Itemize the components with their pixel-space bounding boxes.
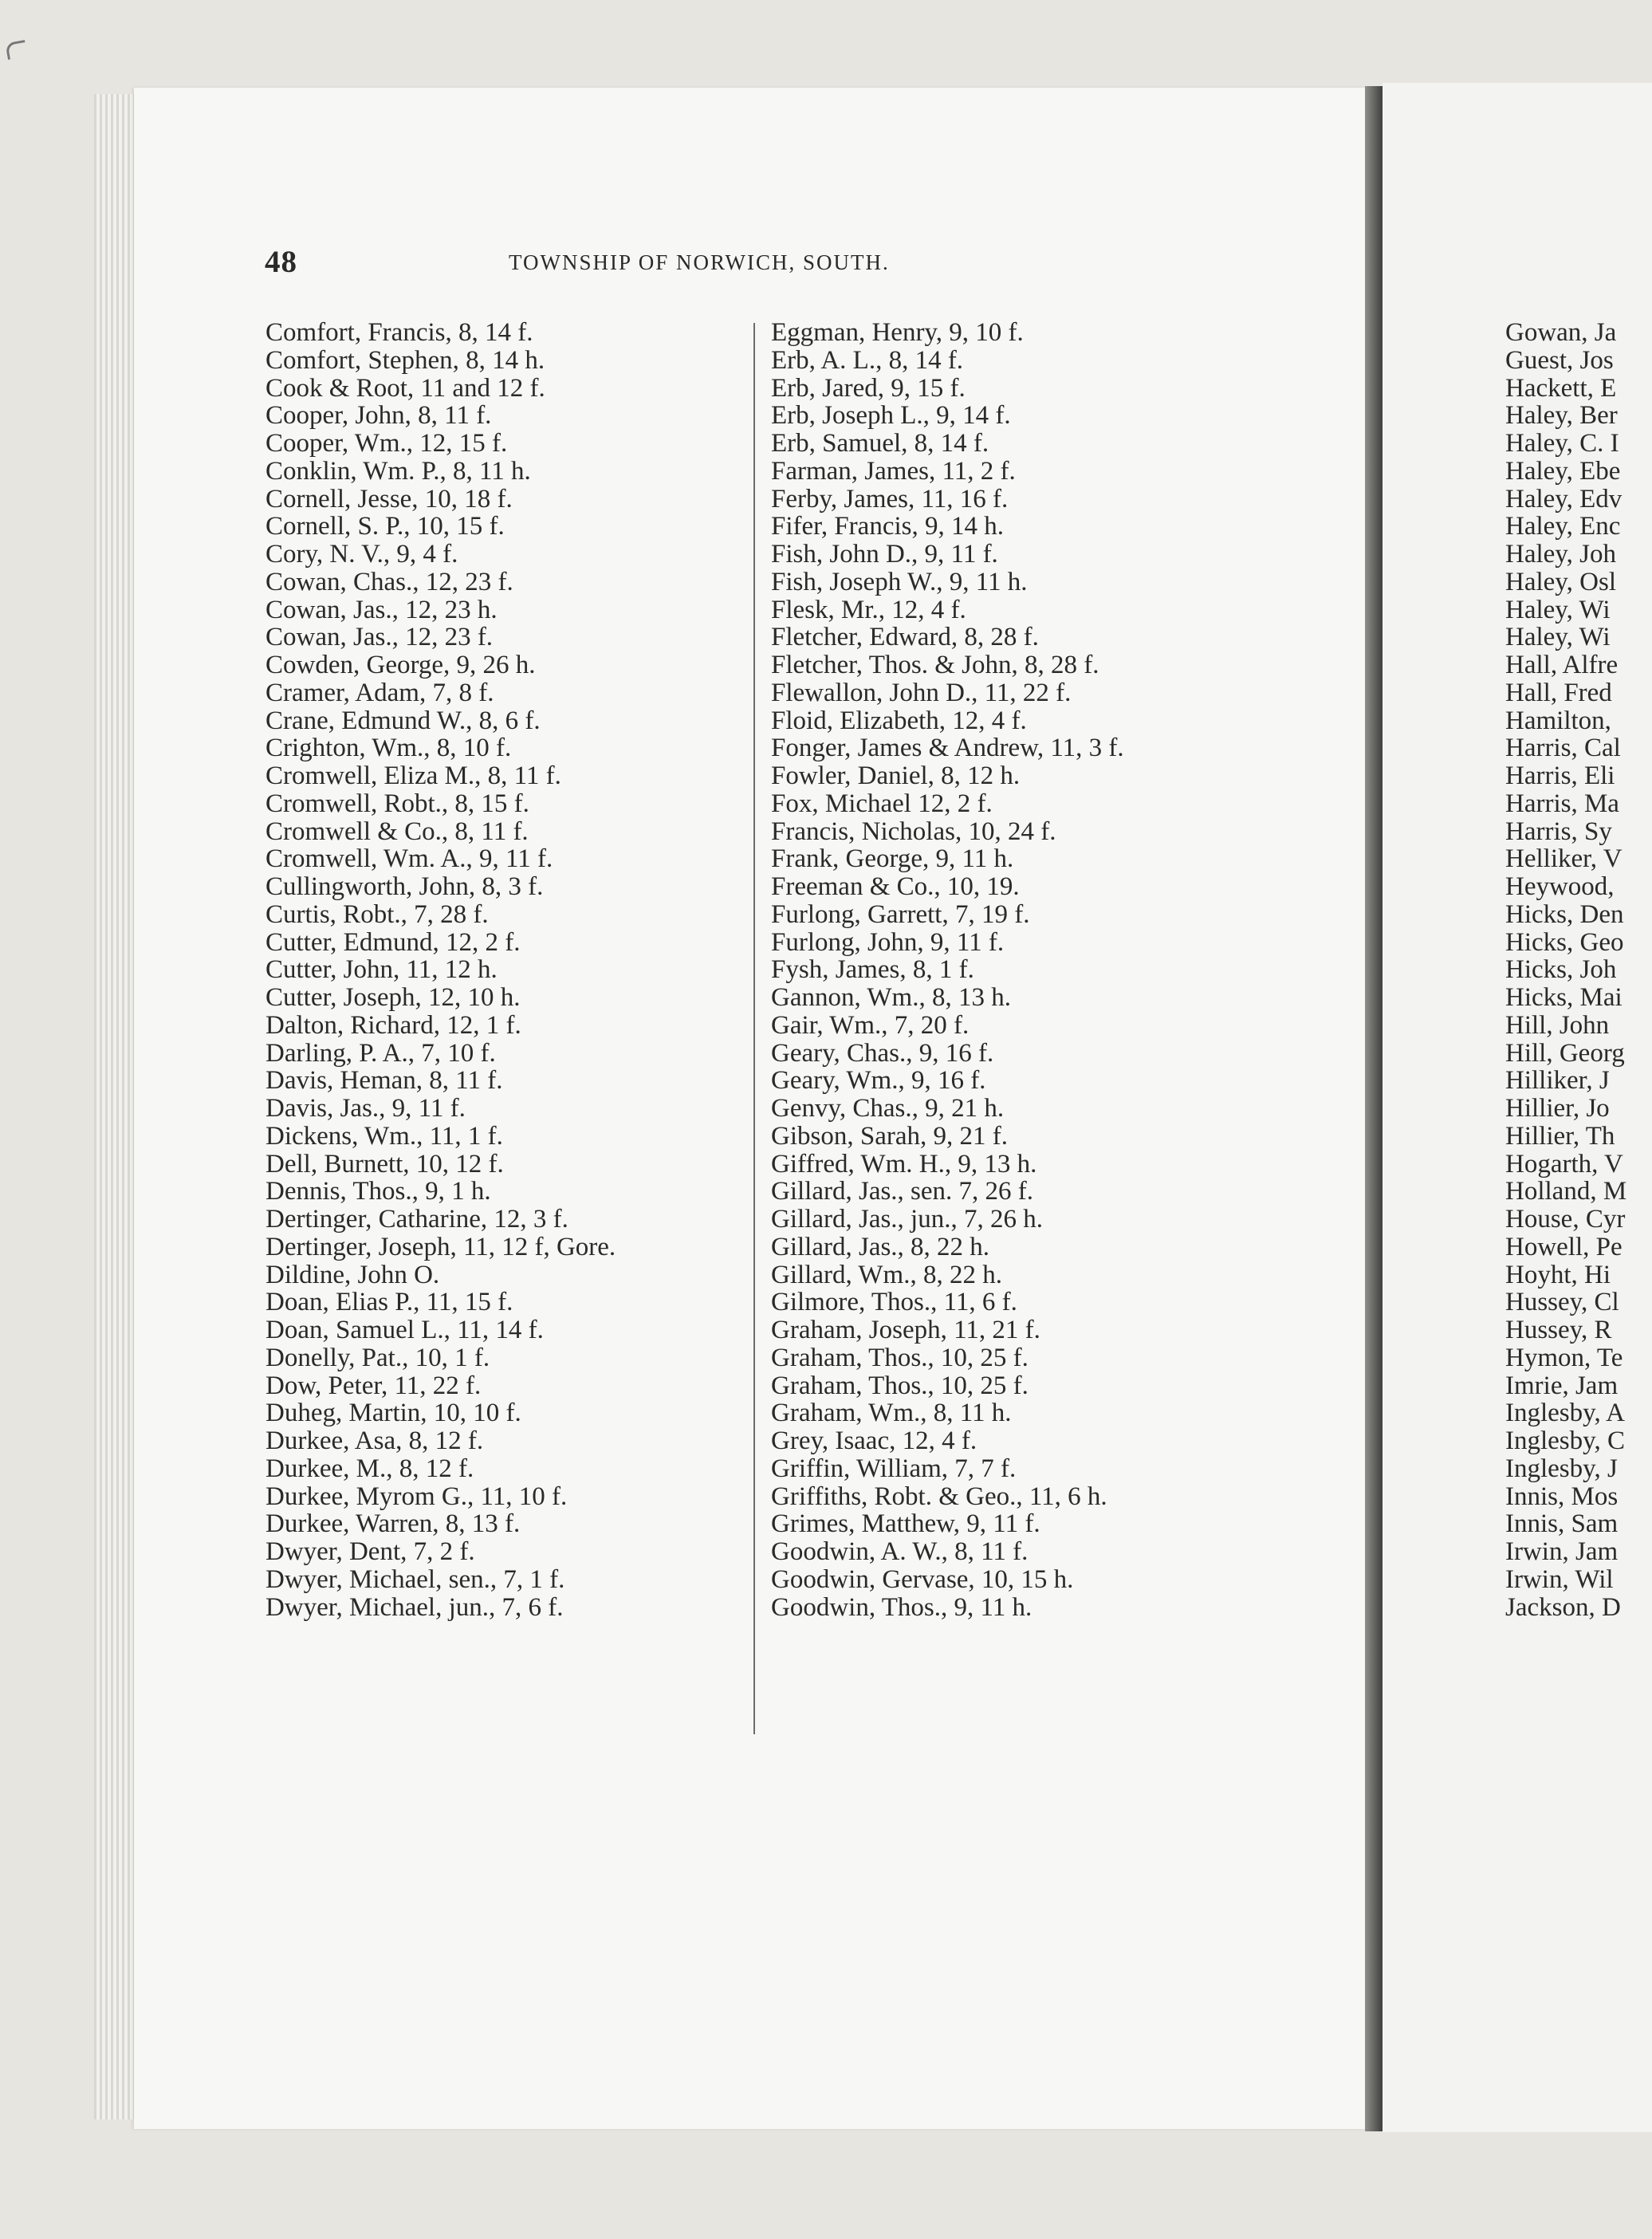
directory-entry: Gillard, Jas., 8, 22 h. xyxy=(771,1232,990,1261)
directory-entry: Furlong, John, 9, 11 f. xyxy=(771,927,1005,957)
directory-entry: Imrie, Jam xyxy=(1505,1371,1619,1400)
directory-entry: House, Cyr xyxy=(1505,1205,1626,1234)
directory-entry: Haley, Ebe xyxy=(1505,456,1621,486)
directory-entry: Harris, Cal xyxy=(1505,734,1621,763)
directory-entry: Hymon, Te xyxy=(1505,1343,1623,1372)
directory-entry: Fox, Michael 12, 2 f. xyxy=(771,789,993,818)
directory-entry: Inglesby, A xyxy=(1505,1399,1626,1428)
directory-entry: Cutter, Joseph, 12, 10 h. xyxy=(266,983,521,1012)
directory-entry: Cowden, George, 9, 26 h. xyxy=(266,651,536,679)
directory-entry: Fletcher, Edward, 8, 28 f. xyxy=(771,623,1039,652)
directory-entry: Fowler, Daniel, 8, 12 h. xyxy=(771,761,1021,790)
directory-entry: Cullingworth, John, 8, 3 f. xyxy=(266,872,544,901)
directory-entry: Floid, Elizabeth, 12, 4 f. xyxy=(771,706,1027,735)
directory-entry: Curtis, Robt., 7, 28 f. xyxy=(266,899,489,929)
directory-entry: Furlong, Garrett, 7, 19 f. xyxy=(771,899,1030,929)
directory-entry: Dickens, Wm., 11, 1 f. xyxy=(266,1121,503,1151)
directory-entry: Fonger, James & Andrew, 11, 3 f. xyxy=(771,734,1124,763)
directory-entry: Grey, Isaac, 12, 4 f. xyxy=(771,1426,977,1455)
directory-entry: Gilmore, Thos., 11, 6 f. xyxy=(771,1288,1017,1317)
directory-entry: Graham, Wm., 8, 11 h. xyxy=(771,1399,1012,1428)
directory-entry: Harris, Eli xyxy=(1505,761,1615,790)
directory-entry: Hicks, Joh xyxy=(1505,955,1617,985)
directory-entry: Fifer, Francis, 9, 14 h. xyxy=(771,512,1004,541)
directory-entry: Geary, Wm., 9, 16 f. xyxy=(771,1066,986,1096)
directory-entry: Flewallon, John D., 11, 22 f. xyxy=(771,678,1072,707)
directory-entry: Durkee, Warren, 8, 13 f. xyxy=(266,1509,521,1539)
directory-column-3 xyxy=(1505,319,1626,1621)
directory-entry: Cromwell, Robt., 8, 15 f. xyxy=(266,789,529,818)
directory-entry: Cramer, Adam, 7, 8 f. xyxy=(266,678,494,707)
directory-entry: Hogarth, V xyxy=(1505,1149,1623,1179)
directory-entry: Dildine, John O. xyxy=(266,1260,440,1289)
directory-entry: Haley, Wi xyxy=(1505,595,1611,624)
directory-entry: Graham, Thos., 10, 25 f. xyxy=(771,1371,1029,1400)
directory-entry: Crane, Edmund W., 8, 6 f. xyxy=(266,706,541,735)
directory-entry: Cowan, Jas., 12, 23 f. xyxy=(266,623,494,652)
directory-entry: Haley, Ber xyxy=(1505,401,1618,431)
directory-entry: Haley, Joh xyxy=(1505,540,1616,569)
directory-entry: Griffin, William, 7, 7 f. xyxy=(771,1454,1017,1483)
directory-entry: Gowan, Ja xyxy=(1505,318,1617,347)
directory-entry: Gannon, Wm., 8, 13 h. xyxy=(771,983,1011,1012)
directory-entry: Durkee, Myrom G., 11, 10 f. xyxy=(266,1482,568,1511)
directory-entry: Irwin, Jam xyxy=(1505,1537,1619,1566)
directory-entry: Dertinger, Joseph, 11, 12 f, Gore. xyxy=(266,1232,616,1261)
directory-entry: Cromwell & Co., 8, 11 f. xyxy=(266,817,529,846)
directory-entry: Dow, Peter, 11, 22 f. xyxy=(266,1371,482,1400)
directory-entry: Grimes, Matthew, 9, 11 f. xyxy=(771,1509,1040,1539)
directory-entry: Dalton, Richard, 12, 1 f. xyxy=(266,1010,521,1040)
directory-entry: Fysh, James, 8, 1 f. xyxy=(771,955,974,985)
directory-entry: Cook & Root, 11 and 12 f. xyxy=(266,373,545,403)
directory-entry: Gillard, Jas., sen. 7, 26 f. xyxy=(771,1177,1034,1206)
directory-entry: Conklin, Wm. P., 8, 11 h. xyxy=(266,456,531,486)
directory-entry: Giffred, Wm. H., 9, 13 h. xyxy=(771,1149,1037,1179)
directory-entry: Durkee, Asa, 8, 12 f. xyxy=(266,1426,484,1455)
directory-entry: Hilliker, J xyxy=(1505,1066,1610,1096)
directory-entry: Erb, Jared, 9, 15 f. xyxy=(771,373,966,403)
directory-entry: Fish, John D., 9, 11 f. xyxy=(771,540,998,569)
directory-entry: Haley, Wi xyxy=(1505,623,1611,652)
directory-entry: Howell, Pe xyxy=(1505,1232,1622,1261)
directory-entry: Cornell, Jesse, 10, 18 f. xyxy=(266,484,513,514)
directory-entry: Holland, M xyxy=(1505,1177,1627,1206)
directory-entry: Guest, Jos xyxy=(1505,345,1614,375)
directory-entry: Erb, Samuel, 8, 14 f. xyxy=(771,429,989,458)
directory-entry: Gillard, Wm., 8, 22 h. xyxy=(771,1260,1002,1289)
directory-entry: Haley, Osl xyxy=(1505,567,1616,596)
directory-entry: Heywood, xyxy=(1505,872,1615,901)
directory-entry: Cromwell, Wm. A., 9, 11 f. xyxy=(266,844,553,874)
directory-entry: Frank, George, 9, 11 h. xyxy=(771,844,1014,874)
directory-entry: Cooper, John, 8, 11 f. xyxy=(266,401,492,431)
directory-entry: Graham, Joseph, 11, 21 f. xyxy=(771,1316,1040,1344)
directory-entry: Freeman & Co., 10, 19. xyxy=(771,872,1020,901)
directory-entry: Gair, Wm., 7, 20 f. xyxy=(771,1010,970,1040)
directory-entry: Graham, Thos., 10, 25 f. xyxy=(771,1343,1029,1372)
running-head: TOWNSHIP OF NORWICH, SOUTH. xyxy=(509,250,890,274)
directory-entry: Eggman, Henry, 9, 10 f. xyxy=(771,318,1024,347)
directory-entry: Comfort, Stephen, 8, 14 h. xyxy=(266,345,545,375)
directory-entry: Doan, Samuel L., 11, 14 f. xyxy=(266,1316,544,1344)
directory-entry: Cromwell, Eliza M., 8, 11 f. xyxy=(266,761,561,790)
directory-entry: Farman, James, 11, 2 f. xyxy=(771,456,1016,486)
directory-entry: Comfort, Francis, 8, 14 f. xyxy=(266,318,533,347)
directory-entry: Hill, John xyxy=(1505,1010,1610,1040)
directory-entry: Davis, Jas., 9, 11 f. xyxy=(266,1094,466,1123)
directory-entry: Griffiths, Robt. & Geo., 11, 6 h. xyxy=(771,1482,1107,1511)
directory-entry: Harris, Ma xyxy=(1505,789,1619,818)
directory-entry: Cowan, Chas., 12, 23 f. xyxy=(266,567,513,596)
directory-entry: Flesk, Mr., 12, 4 f. xyxy=(771,595,966,624)
directory-entry: Darling, P. A., 7, 10 f. xyxy=(266,1038,496,1068)
directory-entry: Dwyer, Michael, sen., 7, 1 f. xyxy=(266,1564,565,1594)
directory-entry: Inglesby, C xyxy=(1505,1426,1626,1455)
directory-entry: Donelly, Pat., 10, 1 f. xyxy=(266,1343,490,1372)
directory-entry: Cutter, Edmund, 12, 2 f. xyxy=(266,927,521,957)
directory-entry: Fish, Joseph W., 9, 11 h. xyxy=(771,567,1028,596)
directory-entry: Hillier, Th xyxy=(1505,1121,1615,1151)
directory-entry: Hicks, Den xyxy=(1505,899,1624,929)
directory-entry: Doan, Elias P., 11, 15 f. xyxy=(266,1288,513,1317)
directory-entry: Hall, Fred xyxy=(1505,678,1612,707)
directory-entry: Haley, Enc xyxy=(1505,512,1621,541)
directory-entry: Inglesby, J xyxy=(1505,1454,1618,1483)
directory-entry: Jackson, D xyxy=(1505,1592,1621,1622)
directory-entry: Hackett, E xyxy=(1505,373,1617,403)
directory-entry: Haley, C. I xyxy=(1505,429,1619,458)
directory-entry: Hussey, R xyxy=(1505,1316,1612,1344)
directory-entry: Cornell, S. P., 10, 15 f. xyxy=(266,512,505,541)
book-gutter xyxy=(1365,86,1383,2131)
directory-entry: Hussey, Cl xyxy=(1505,1288,1619,1317)
directory-entry: Dertinger, Catharine, 12, 3 f. xyxy=(266,1205,568,1234)
directory-entry: Davis, Heman, 8, 11 f. xyxy=(266,1066,503,1096)
directory-entry: Dennis, Thos., 9, 1 h. xyxy=(266,1177,491,1206)
directory-entry: Hicks, Mai xyxy=(1505,983,1622,1012)
directory-entry: Fletcher, Thos. & John, 8, 28 f. xyxy=(771,651,1099,679)
directory-entry: Haley, Edv xyxy=(1505,484,1622,514)
directory-entry: Hall, Alfre xyxy=(1505,651,1619,679)
directory-entry: Hicks, Geo xyxy=(1505,927,1624,957)
directory-column-1 xyxy=(266,319,616,1621)
directory-entry: Irwin, Wil xyxy=(1505,1564,1614,1594)
directory-entry: Geary, Chas., 9, 16 f. xyxy=(771,1038,994,1068)
directory-entry: Cooper, Wm., 12, 15 f. xyxy=(266,429,508,458)
directory-entry: Gibson, Sarah, 9, 21 f. xyxy=(771,1121,1008,1151)
page-number: 48 xyxy=(265,245,297,279)
directory-entry: Goodwin, Thos., 9, 11 h. xyxy=(771,1592,1032,1622)
directory-entry: Durkee, M., 8, 12 f. xyxy=(266,1454,474,1483)
directory-entry: Dell, Burnett, 10, 12 f. xyxy=(266,1149,504,1179)
directory-entry: Dwyer, Michael, jun., 7, 6 f. xyxy=(266,1592,564,1622)
directory-entry: Hill, Georg xyxy=(1505,1038,1625,1068)
directory-entry: Innis, Mos xyxy=(1505,1482,1619,1511)
column-rule xyxy=(753,323,755,1734)
directory-entry: Cowan, Jas., 12, 23 h. xyxy=(266,595,498,624)
directory-entry: Crighton, Wm., 8, 10 f. xyxy=(266,734,512,763)
directory-entry: Innis, Sam xyxy=(1505,1509,1619,1539)
directory-entry: Gillard, Jas., jun., 7, 26 h. xyxy=(771,1205,1043,1234)
directory-entry: Erb, Joseph L., 9, 14 f. xyxy=(771,401,1011,431)
directory-entry: Ferby, James, 11, 16 f. xyxy=(771,484,1009,514)
directory-entry: Harris, Sy xyxy=(1505,817,1612,846)
directory-entry: Cutter, John, 11, 12 h. xyxy=(266,955,498,985)
directory-entry: Goodwin, Gervase, 10, 15 h. xyxy=(771,1564,1074,1594)
directory-entry: Goodwin, A. W., 8, 11 f. xyxy=(771,1537,1029,1566)
directory-entry: Helliker, V xyxy=(1505,844,1622,874)
directory-entry: Hoyht, Hi xyxy=(1505,1260,1611,1289)
directory-entry: Erb, A. L., 8, 14 f. xyxy=(771,345,964,375)
directory-entry: Genvy, Chas., 9, 21 h. xyxy=(771,1094,1005,1123)
directory-column-2 xyxy=(771,319,1124,1621)
directory-entry: Francis, Nicholas, 10, 24 f. xyxy=(771,817,1056,846)
directory-entry: Hillier, Jo xyxy=(1505,1094,1610,1123)
directory-entry: Dwyer, Dent, 7, 2 f. xyxy=(266,1537,475,1566)
directory-entry: Hamilton, xyxy=(1505,706,1611,735)
directory-entry: Cory, N. V., 9, 4 f. xyxy=(266,540,458,569)
directory-entry: Duheg, Martin, 10, 10 f. xyxy=(266,1399,521,1428)
